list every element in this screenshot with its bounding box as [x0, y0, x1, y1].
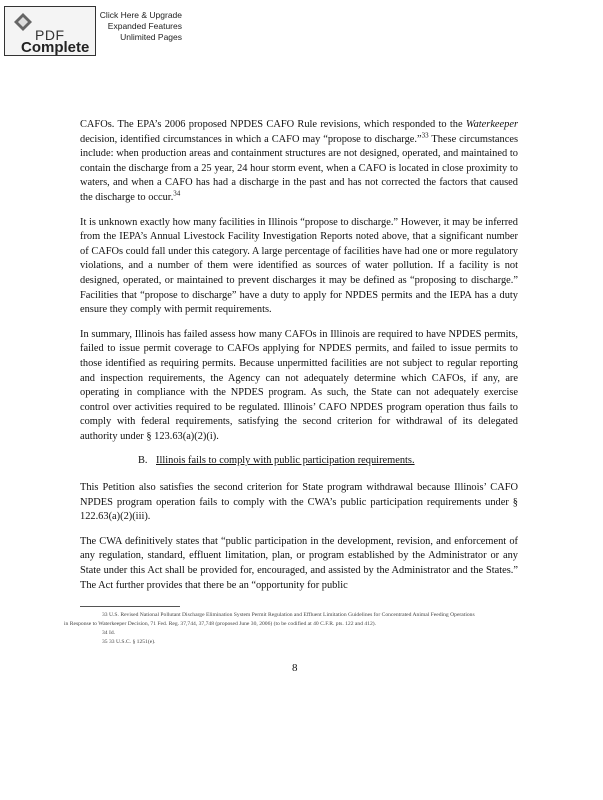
footnote-ref: 34: [173, 189, 181, 198]
footnote-ref: 33: [421, 131, 429, 140]
pdf-complete-banner[interactable]: [4, 6, 180, 56]
footnote-34: 34 Id.: [102, 630, 116, 636]
paragraph-unknown-facilities: It is unknown exactly how many facilities in Illinois “propose to discharge.” However, it may be inferred from the IEPA’s Annual Livestock Facility Investigation Reports noted above, that a significant number of CAFOs could fall under this category. A large percentage of facilities have had one or more regulatory violations, and a number of them were identified as sources of water pollution. If a facility is not designed, operated, or maintained to prevent discharges it may be defined as “proposing to discharge.” Facilities that “propose to discharge” have a duty to apply for NPDES permits and the IEPA has a duty ensure they comply with permit requirements.: [80, 216, 518, 316]
paragraph-summary: In summary, Illinois has failed assess how many CAFOs in Illinois are required to have NPDES permits, failed to issue permit coverage to CAFOs applying for NPDES permits, and failed to issue permits to those identified as requiring permits. Because unpermitted facilities are not subject to regular reporting and inspection requirements, the Agency can not adequately determine which CAFOs, if any, are operating in compliance with the NPDES program. As such, the State can not adequately exercise control over activities required to be regulated. Illinois’ CAFO NPDES program operation thus fails to comply with federal requirements, satisfying the second criterion for withdrawal of its delegated authority under § 123.63(a)(2)(i).: [80, 328, 518, 442]
footnote-33: 33 U.S. Revised National Pollutant Discharge Elimination System Permit Regulation and Effluent Limitation Guidelines for Concentrated Animal Feeding Operations: [102, 612, 475, 618]
upgrade-line-2[interactable]: Expanded Features: [107, 21, 182, 31]
logo-complete-text: Complete: [21, 39, 90, 56]
footnote-33-cont: in Response to Waterkeeper Decision, 71 Fed. Reg. 37,744, 37,748 (proposed June 30, 2006) (to be codified at 40 C.F.R. pts. 122 and 412).: [64, 621, 377, 627]
logo-pdf-text: PDF: [35, 27, 65, 43]
section-title: Illinois fails to comply with public participation requirements.: [156, 455, 415, 467]
upgrade-line-1[interactable]: Click Here & Upgrade: [99, 10, 182, 20]
footnote-divider: [80, 606, 180, 607]
footnote-35: 35 33 U.S.C. § 1251(e).: [102, 639, 156, 645]
waterkeeper-case-name: Waterkeeper: [465, 119, 518, 130]
pdf-logo-icon: [13, 12, 33, 32]
document-body: [80, 118, 518, 603]
section-heading: [80, 454, 518, 469]
paragraph-cwa-public-participation: The CWA definitively states that “public participation in the development, revision, and enforcement of any regulation, standard, effluent limitation, plan, or program established by the Administrator or any State under this Act shall be provided for, encouraged, and assisted by the Administrator and the States.” The Act further provides that there be an “opportunity for public: [80, 535, 518, 591]
paragraph-cafo-discharge: CAFOs. The EPA’s 2006 proposed NPDES CAFO Rule revisions, which responded to the Waterkeeper decision, identified circumstances in which a CAFO may “propose to discharge.”$^{33}$ These circumstances include: when production areas and containment structures are not designed, operated, and maintained to contain the discharge from a 25 year, 24 hour storm event, when a CAFO is located in close proximity to waters, and when a CAFO has had a discharge in the past and has not corrected the factors that caused the discharge to occur.$^{34}$: [80, 119, 519, 203]
upgrade-line-3[interactable]: Unlimited Pages: [120, 32, 182, 42]
upgrade-link[interactable]: [82, 10, 182, 43]
footnotes: [64, 611, 540, 647]
section-number: B.: [138, 455, 148, 467]
page-number: 8: [292, 662, 298, 674]
paragraph-petition: This Petition also satisfies the second criterion for State program withdrawal because Illinois’ CAFO NPDES program operation fails to comply with the CWA’s public participation requirements under § 122.63(a)(2)(iii).: [80, 482, 518, 523]
